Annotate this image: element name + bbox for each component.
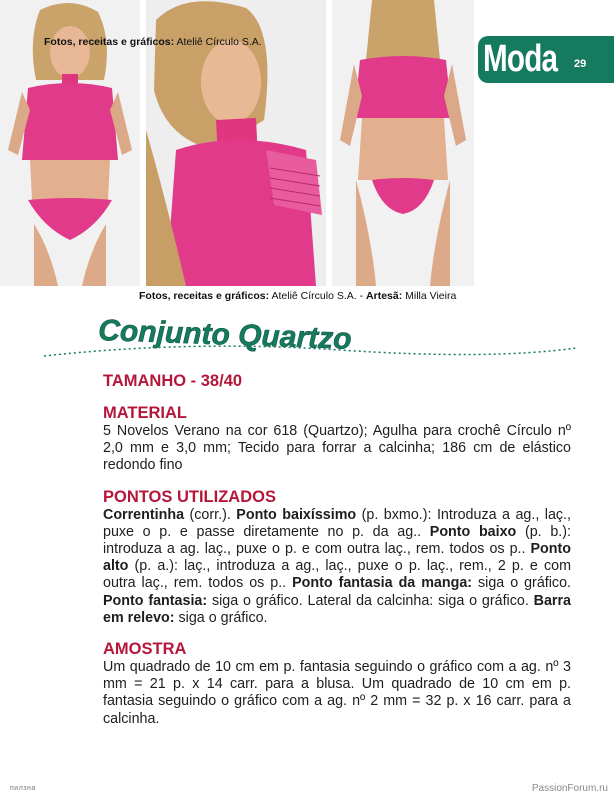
stitch-term: Ponto fantasia da manga: bbox=[292, 575, 473, 592]
credit-label: Fotos, receitas e gráficos: bbox=[44, 36, 175, 48]
gauge-heading: AMOSTRA bbox=[103, 640, 187, 659]
page-number: 29 bbox=[574, 58, 587, 70]
stitch-term: Ponto fantasia: bbox=[103, 592, 208, 609]
size-heading: TAMANHO - 38/40 bbox=[103, 372, 243, 390]
stitches-text bbox=[103, 507, 571, 627]
photo-credit-bottom bbox=[139, 290, 456, 302]
stitch-term: Ponto alto bbox=[103, 541, 571, 575]
stitch-desc: (corr.). bbox=[184, 506, 237, 523]
article-title-text: Conjunto Quartzo bbox=[97, 314, 353, 356]
stitch-desc: siga o gráfico. bbox=[174, 609, 268, 626]
credit-value: Ateliê Círculo S.A. bbox=[176, 36, 262, 48]
photo-back-view bbox=[332, 0, 474, 286]
section-tab bbox=[478, 36, 614, 83]
stitches-heading: PONTOS UTILIZADOS bbox=[103, 487, 276, 506]
stitch-desc: siga o gráfico. Lateral da calcinha: siga o gráfico. bbox=[207, 592, 534, 609]
stitch-term: Ponto baixíssimo bbox=[236, 506, 357, 523]
stitch-desc: (p. a.): laç., introduza a ag., laç., puxe o p. laç., rem., 2 p. e com outra laç., rem. todos os p.. bbox=[103, 558, 571, 592]
stitch-desc: (p. b.): introduza a ag. laç., puxe o p. e com outra laç., rem. todos os p.. bbox=[103, 523, 571, 558]
stitch-term: Barra em relevo: bbox=[103, 592, 571, 626]
gauge-text: Um quadrado de 10 cm em p. fantasia seguindo o gráfico com a ag. nº 3 mm = 21 p. x 14 carr. para a blusa. Um quadrado de 10 cm em p. fantasia seguindo o gráfico com a ag. nº 2 mm = 32 p. x 16 carr. para a calcinha. bbox=[103, 659, 571, 727]
credit-value: Ateliê Círculo S.A. - bbox=[271, 290, 364, 302]
artisan-value: Milla Vieira bbox=[405, 290, 457, 302]
footer-watermark: PassionForum.ru bbox=[531, 783, 608, 794]
stitch-desc: (p. bxmo.): Introduza a ag., laç., puxe o p. e passe diretamente no p. da ag.. bbox=[103, 506, 572, 540]
article-body bbox=[103, 372, 571, 728]
material-heading: MATERIAL bbox=[103, 404, 188, 422]
stitch-term: Ponto baixo bbox=[429, 523, 517, 540]
stitch-desc: siga o gráfico. bbox=[472, 575, 571, 592]
stitch-term: Correntinha bbox=[103, 506, 185, 523]
section-tab-label: Moda bbox=[483, 38, 558, 80]
material-text: 5 Novelos Verano na cor 618 (Quartzo); Agulha para crochê Círculo nº 2,0 mm e 3,0 mm; Tecido para forrar a calcinha; 186 cm de elástico redondo fino bbox=[103, 423, 571, 474]
article-title bbox=[40, 304, 580, 366]
artisan-label: Artesã: bbox=[366, 290, 403, 302]
credit-label: Fotos, receitas e gráficos: bbox=[139, 290, 270, 302]
footer-publisher: пилзна bbox=[10, 785, 36, 792]
photo-credit-top bbox=[44, 36, 262, 48]
